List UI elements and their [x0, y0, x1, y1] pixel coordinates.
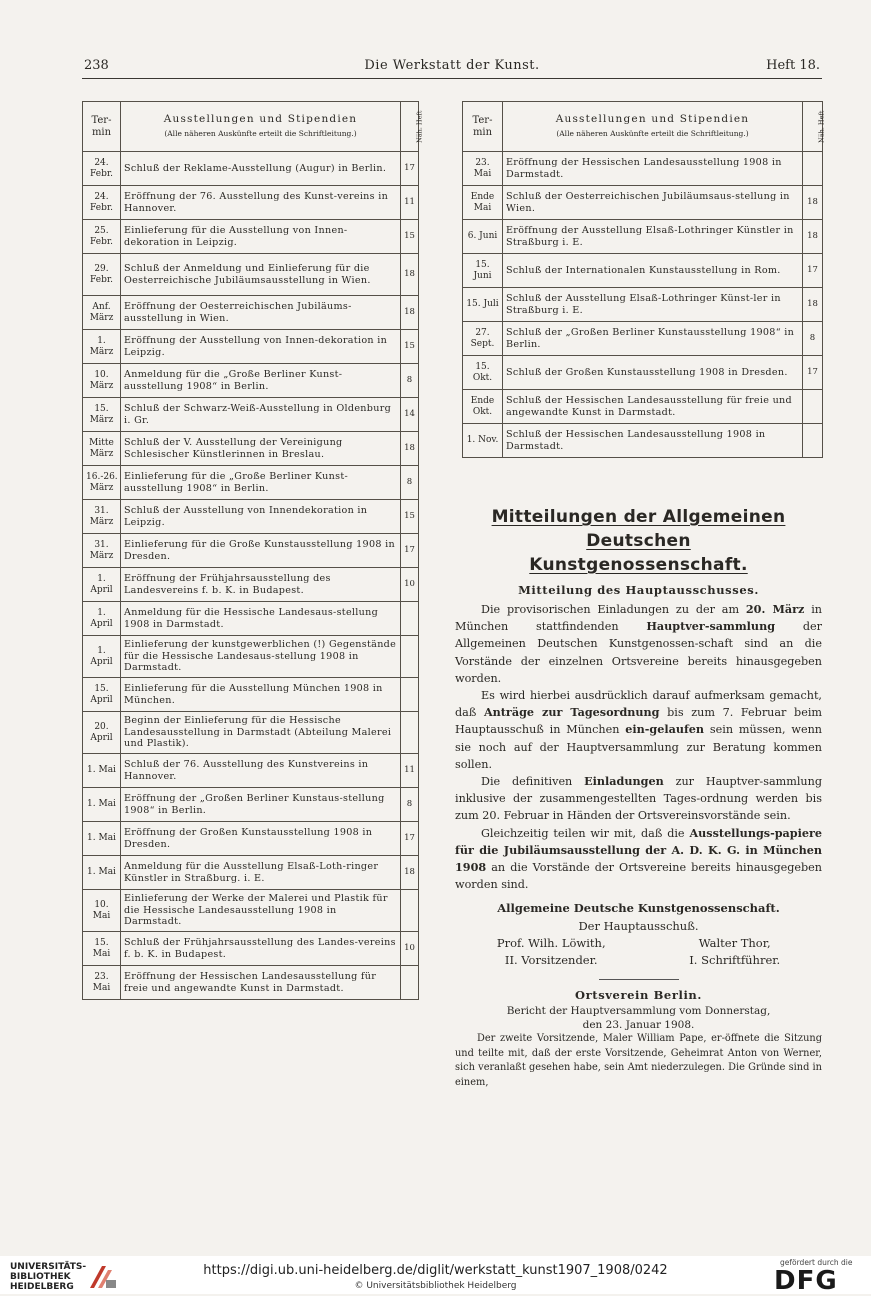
row-number: 8	[401, 364, 419, 398]
running-title: Die Werkstatt der Kunst.	[364, 58, 540, 73]
row-text: Anmeldung für die „Große Berliner Kunst-ausstellung 1908“ in Berlin.	[121, 364, 401, 398]
table-row	[83, 466, 419, 500]
row-text: Eröffnung der Frühjahrsausstellung des Landesvereins f. b. K. in Budapest.	[121, 568, 401, 602]
row-date: 1. April	[83, 602, 121, 636]
ortsverein-title: Ortsverein Berlin.	[575, 988, 702, 1003]
section-divider	[599, 979, 679, 980]
row-text: Eröffnung der „Großen Berliner Kunstaus-stellung 1908“ in Berlin.	[121, 788, 401, 822]
column-header-term: Ter- min	[463, 102, 503, 152]
row-number: 17	[401, 534, 419, 568]
section-heading: Mitteilungen der Allgemeinen Deutschen Kunstgenossenschaft.	[491, 507, 786, 575]
row-text: Schluß der Ausstellung von Innendekoration in Leipzig.	[121, 500, 401, 534]
row-number: 8	[401, 788, 419, 822]
table-row	[463, 356, 823, 390]
row-text: Schluß der Internationalen Kunstausstellung in Rom.	[503, 254, 803, 288]
left-schedule-table	[82, 101, 424, 1000]
row-text: Schluß der „Großen Berliner Kunstausstellung 1908“ in Berlin.	[503, 322, 803, 356]
row-number: 8	[401, 466, 419, 500]
table-row	[83, 568, 419, 602]
row-number: 17	[401, 152, 419, 186]
row-date: 24. Febr.	[83, 152, 121, 186]
paragraph-2: Es wird hierbei ausdrücklich darauf aufmerksam gemacht, daß Anträge zur Tagesordnung bis zum 7. Februar beim Hauptausschuß in München ein-gelaufen sein müssen, wenn sie noch auf der Hauptversammlung zur Beratung kommen sollen.	[455, 689, 823, 771]
row-date: 15. Juni	[463, 254, 503, 288]
row-number: 18	[401, 856, 419, 890]
row-number: 10	[401, 932, 419, 966]
row-date: Mitte März	[83, 432, 121, 466]
row-text: Eröffnung der Ausstellung Elsaß-Lothringer Künstler in Straßburg i. E.	[503, 220, 803, 254]
organization-name: Allgemeine Deutsche Kunstgenossenschaft.	[497, 901, 780, 916]
row-text: Eröffnung der Hessischen Landesausstellung für freie und angewandte Kunst in Darmstadt.	[121, 966, 401, 1000]
table-row	[83, 856, 419, 890]
copyright-text: © Universitätsbibliothek Heidelberg	[354, 1281, 517, 1291]
row-text: Schluß der V. Ausstellung der Vereinigung Schlesischer Künstlerinnen in Breslau.	[121, 432, 401, 466]
page-number: 238	[84, 58, 109, 73]
row-number	[401, 712, 419, 754]
row-number: 11	[401, 754, 419, 788]
row-date: 25. Febr.	[83, 220, 121, 254]
table-title: Ausstellungen und Stipendien	[163, 113, 358, 125]
row-number: 17	[803, 254, 823, 288]
table-row	[83, 364, 419, 398]
row-date: 23. Mai	[463, 152, 503, 186]
row-number	[401, 678, 419, 712]
row-text: Schluß der Ausstellung Elsaß-Lothringer Künst-ler in Straßburg i. E.	[503, 288, 803, 322]
row-date: 29. Febr.	[83, 254, 121, 296]
row-date: 15. Juli	[463, 288, 503, 322]
row-text: Einlieferung für die Große Kunstausstellung 1908 in Dresden.	[121, 534, 401, 568]
row-number: 15	[401, 500, 419, 534]
row-number: 8	[803, 322, 823, 356]
row-text: Schluß der Reklame-Ausstellung (Augur) in Berlin.	[121, 152, 401, 186]
table-row	[83, 932, 419, 966]
row-text: Schluß der Hessischen Landesausstellung 1908 in Darmstadt.	[503, 424, 803, 458]
paragraph-1: Die provisorischen Einladungen zu der am 20. März in München stattfindenden Hauptver-sammlung der Allgemeinen Deutschen Kunstgenossen-schaft sind an die Vorstände der einzelnen Ortsvereine bereits hinausgegeben worden.	[455, 602, 822, 685]
row-text: Eröffnung der Großen Kunstausstellung 1908 in Dresden.	[121, 822, 401, 856]
row-number: 10	[401, 568, 419, 602]
row-number: 18	[803, 220, 823, 254]
library-name: UNIVERSITÄTS- BIBLIOTHEK HEIDELBERG	[10, 1262, 87, 1292]
committee-name: Der Hauptausschuß.	[578, 919, 699, 934]
table-row	[83, 432, 419, 466]
table-row	[83, 186, 419, 220]
table-subtitle: (Alle näheren Auskünfte erteilt die Schriftleitung.)	[164, 128, 357, 138]
row-text: Einlieferung für die Ausstellung München 1908 in München.	[121, 678, 401, 712]
row-text: Beginn der Einlieferung für die Hessische Landesausstellung in Darmstadt (Abteilung Malerei und Plastik).	[121, 712, 401, 754]
table-row	[463, 220, 823, 254]
row-text: Eröffnung der Hessischen Landesausstellung 1908 in Darmstadt.	[503, 152, 803, 186]
table-row	[463, 152, 823, 186]
table-row	[83, 788, 419, 822]
row-date: 23. Mai	[83, 966, 121, 1000]
column-header-number: Näh. Heft	[803, 102, 823, 152]
report-heading: Bericht der Hauptversammlung vom Donnerstag, den 23. Januar 1908.	[506, 1005, 771, 1032]
row-date: 24. Febr.	[83, 186, 121, 220]
table-row	[463, 424, 823, 458]
table-subtitle: (Alle näheren Auskünfte erteilt die Schriftleitung.)	[556, 128, 749, 138]
row-number: 18	[401, 296, 419, 330]
row-date: 15. Mai	[83, 932, 121, 966]
row-number: 18	[401, 254, 419, 296]
row-date: 1. Mai	[83, 754, 121, 788]
funded-by-label: gefördert durch die	[780, 1258, 853, 1267]
row-date: 1. Mai	[83, 788, 121, 822]
dfg-logo: DFG	[774, 1266, 838, 1296]
row-text: Eröffnung der Oesterreichischen Jubiläums-ausstellung in Wien.	[121, 296, 401, 330]
table-row	[463, 186, 823, 220]
row-text: Eröffnung der 76. Ausstellung des Kunst-vereins in Hannover.	[121, 186, 401, 220]
row-date: 1. Mai	[83, 822, 121, 856]
row-date: 10. Mai	[83, 890, 121, 932]
table-row	[83, 220, 419, 254]
row-date: 1. März	[83, 330, 121, 364]
row-number	[401, 602, 419, 636]
row-number: 18	[803, 186, 823, 220]
row-date: 31. März	[83, 500, 121, 534]
row-date: 10. März	[83, 364, 121, 398]
page-url-link[interactable]: https://digi.ub.uni-heidelberg.de/diglit/werkstatt_kunst1907_1908/0242	[203, 1263, 668, 1278]
mitteilungen-section	[455, 505, 822, 1090]
row-text: Eröffnung der Ausstellung von Innen-dekoration in Leipzig.	[121, 330, 401, 364]
row-date: Anf. März	[83, 296, 121, 330]
row-text: Schluß der Großen Kunstausstellung 1908 in Dresden.	[503, 356, 803, 390]
subheading: Mitteilung des Hauptausschusses.	[518, 583, 759, 597]
row-number: 14	[401, 398, 419, 432]
row-date: Ende Mai	[463, 186, 503, 220]
row-number: 11	[401, 186, 419, 220]
table-title: Ausstellungen und Stipendien	[555, 113, 750, 125]
table-row	[83, 754, 419, 788]
column-header-title	[503, 102, 803, 152]
table-row	[463, 390, 823, 424]
row-date: Ende Okt.	[463, 390, 503, 424]
row-date: 1. April	[83, 636, 121, 678]
row-number	[803, 390, 823, 424]
row-number: 15	[401, 220, 419, 254]
row-date: 27. Sept.	[463, 322, 503, 356]
row-text: Schluß der Frühjahrsausstellung des Landes-vereins f. b. K. in Budapest.	[121, 932, 401, 966]
row-number: 17	[401, 822, 419, 856]
row-text: Schluß der Oesterreichischen Jubiläumsaus-stellung in Wien.	[503, 186, 803, 220]
row-text: Anmeldung für die Hessische Landesaus-stellung 1908 in Darmstadt.	[121, 602, 401, 636]
row-text: Anmeldung für die Ausstellung Elsaß-Loth-ringer Künstler in Straßburg. i. E.	[121, 856, 401, 890]
row-number	[803, 424, 823, 458]
row-text: Einlieferung der Werke der Malerei und Plastik für die Hessische Landesausstellung 1908 in Darmstadt.	[121, 890, 401, 932]
row-number	[401, 636, 419, 678]
table-row	[83, 398, 419, 432]
row-date: 15. Okt.	[463, 356, 503, 390]
table-row	[83, 678, 419, 712]
row-date: 31. März	[83, 534, 121, 568]
row-text: Einlieferung für die „Große Berliner Kunst-ausstellung 1908“ in Berlin.	[121, 466, 401, 500]
column-header-title	[121, 102, 401, 152]
table-row	[83, 152, 419, 186]
row-text: Schluß der Hessischen Landesausstellung für freie und angewandte Kunst in Darmstadt.	[503, 390, 803, 424]
row-date: 20. April	[83, 712, 121, 754]
signature-right: Walter Thor, I. Schriftführer.	[689, 936, 781, 968]
row-date: 1. Nov.	[463, 424, 503, 458]
table-row	[83, 712, 419, 754]
row-date: 1. April	[83, 568, 121, 602]
table-row	[83, 966, 419, 1000]
row-text: Schluß der 76. Ausstellung des Kunstvereins in Hannover.	[121, 754, 401, 788]
table-row	[463, 288, 823, 322]
row-text: Schluß der Schwarz-Weiß-Ausstellung in Oldenburg i. Gr.	[121, 398, 401, 432]
column-header-term: Ter- min	[83, 102, 121, 152]
table-row	[83, 890, 419, 932]
row-number	[401, 966, 419, 1000]
row-number: 18	[803, 288, 823, 322]
table-row	[83, 636, 419, 678]
row-date: 15. März	[83, 398, 121, 432]
row-number	[803, 152, 823, 186]
row-number: 17	[803, 356, 823, 390]
row-date: 16.-26. März	[83, 466, 121, 500]
row-date: 15. April	[83, 678, 121, 712]
table-row	[463, 322, 823, 356]
table-row	[83, 296, 419, 330]
row-number: 15	[401, 330, 419, 364]
table-row	[463, 254, 823, 288]
row-text: Einlieferung für die Ausstellung von Innen-dekoration in Leipzig.	[121, 220, 401, 254]
row-date: 6. Juni	[463, 220, 503, 254]
row-number: 18	[401, 432, 419, 466]
report-text: Der zweite Vorsitzende, Maler William Pape, er-öffnete die Sitzung und teilte mit, daß der erste Vorsitzende, Geheimrat Anton von Werner, sich veranlaßt gesehen habe, sein Amt niederzulegen. Die Gründe sind in einem,	[455, 1033, 822, 1088]
table-row	[83, 330, 419, 364]
table-row	[83, 602, 419, 636]
column-header-number: Näh. Heft	[401, 102, 419, 152]
paragraph-4: Gleichzeitig teilen wir mit, daß die Ausstellungs-papiere für die Jubiläumsausstellung der A. D. K. G. in München 1908 an die Vorstände der Ortsvereine bereits hinausgegeben worden sind.	[455, 825, 823, 892]
table-row	[83, 254, 419, 296]
table-row	[83, 534, 419, 568]
table-row	[83, 500, 419, 534]
table-row	[83, 822, 419, 856]
page-header	[82, 52, 822, 79]
row-text: Schluß der Anmeldung und Einlieferung für die Oesterreichische Jubiläumsausstellung in Wien.	[121, 254, 401, 296]
row-date: 1. Mai	[83, 856, 121, 890]
signature-left: Prof. Wilh. Löwith, II. Vorsitzender.	[496, 936, 606, 968]
paragraph-3: Die definitiven Einladungen zur Hauptver-sammlung inklusive der zusammengestellten Tages-ordnung werden bis zum 20. Februar in Händen der Ortsvereinsvorstände sein.	[455, 774, 822, 823]
right-schedule-table	[462, 101, 826, 458]
issue-number: Heft 18.	[766, 58, 820, 73]
signatures	[455, 935, 822, 969]
row-text: Einlieferung der kunstgewerblichen (!) Gegenstände für die Hessische Landesaus-stellung 1908 in Darmstadt.	[121, 636, 401, 678]
row-number	[401, 890, 419, 932]
